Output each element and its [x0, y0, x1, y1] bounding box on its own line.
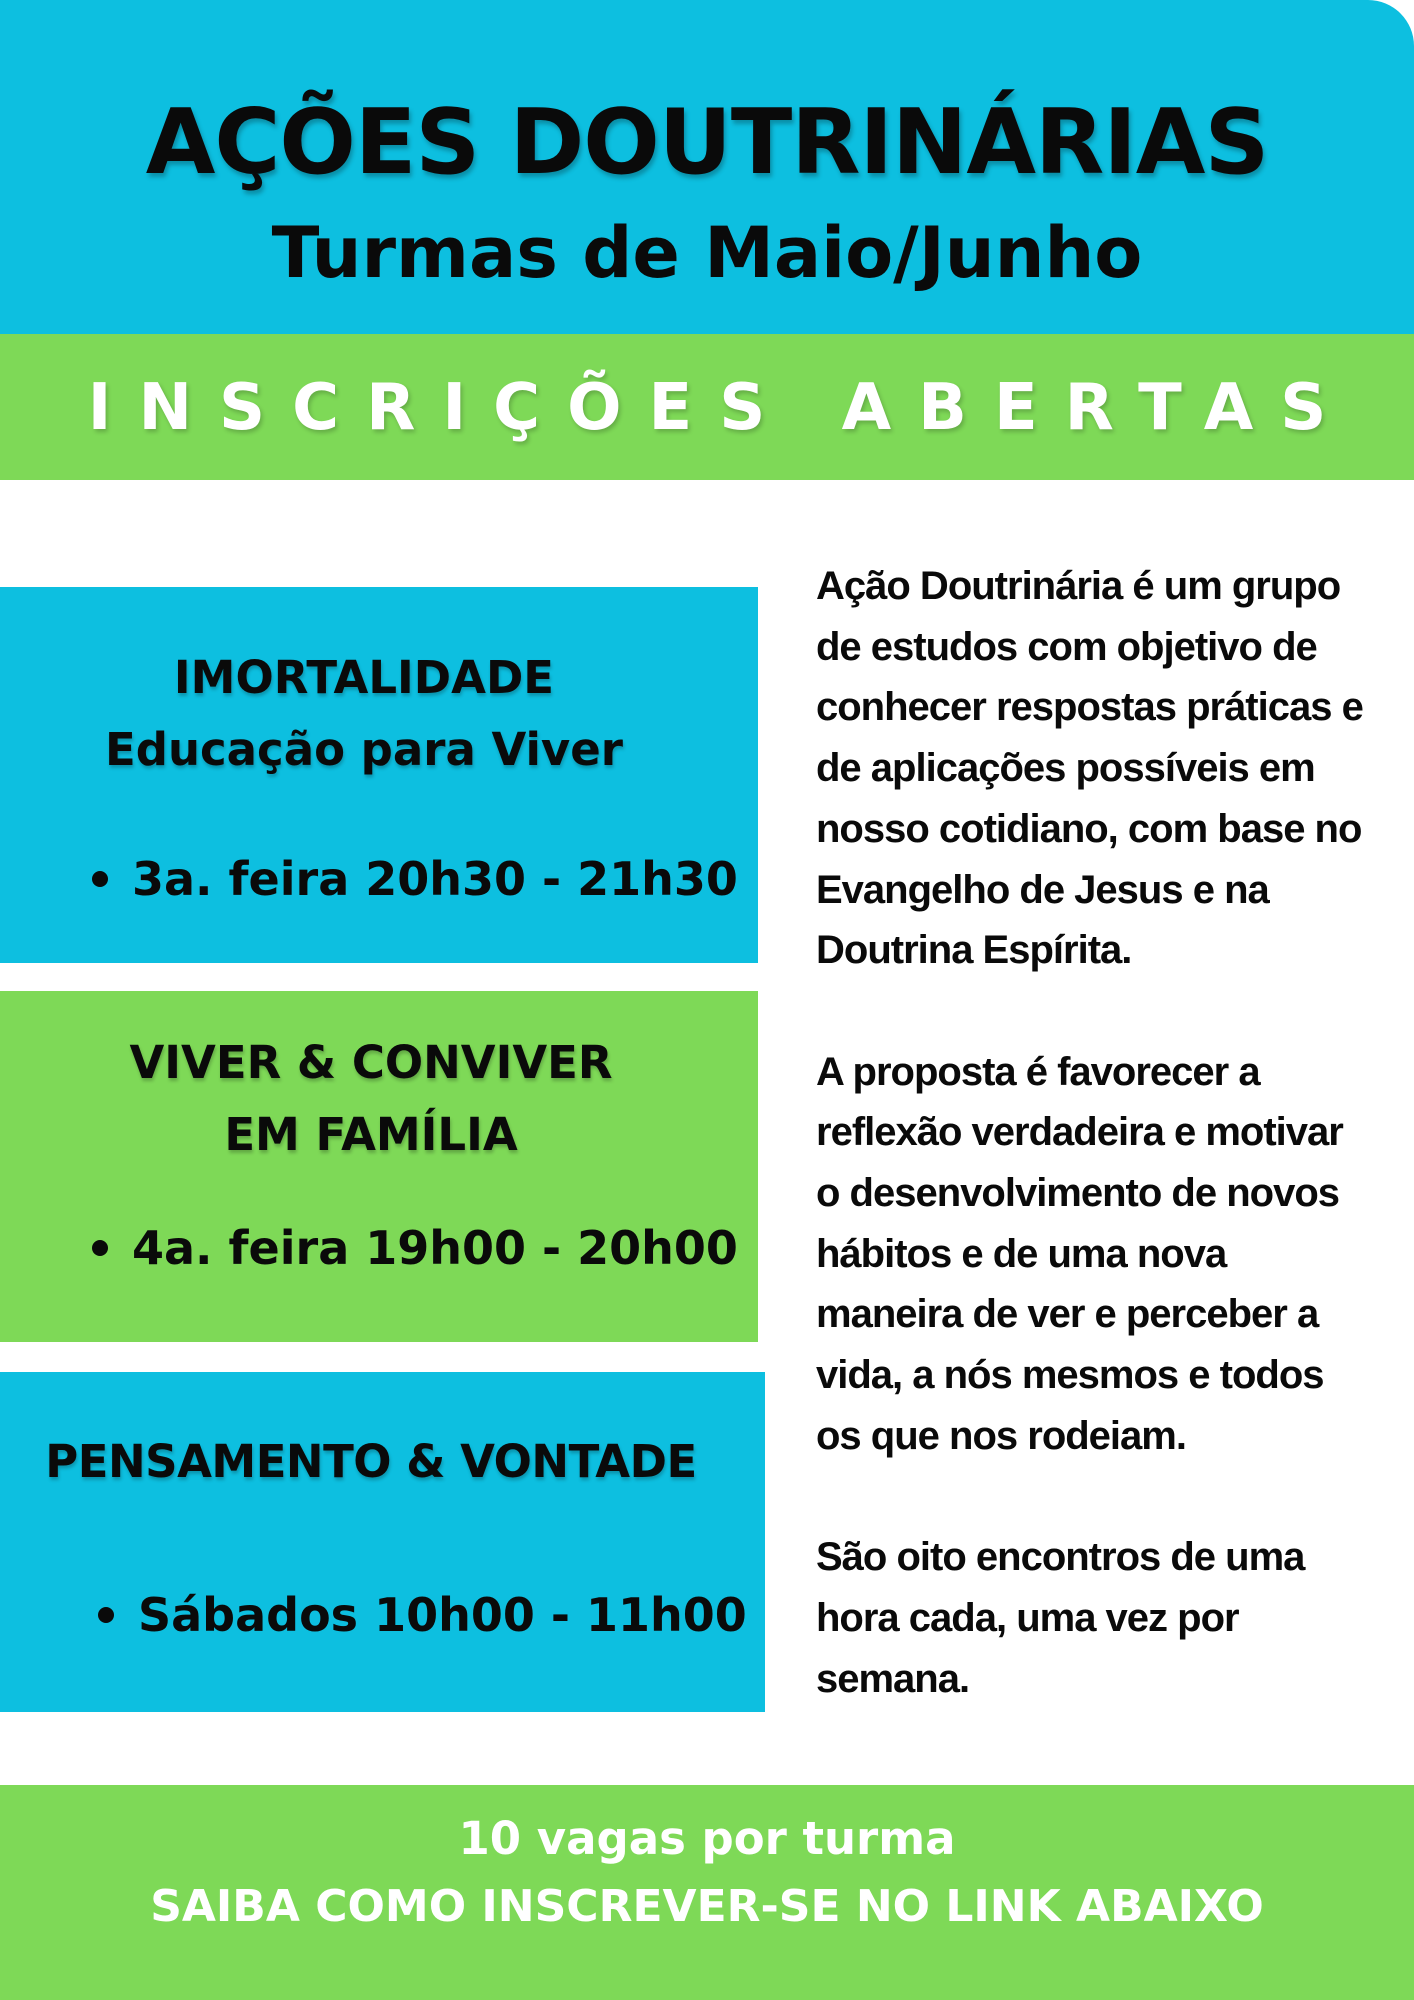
program-description — [816, 556, 1376, 1770]
description-paragraph: São oito encontros de uma hora cada, uma vez por semana. — [816, 1535, 1305, 1701]
course-title — [0, 642, 728, 786]
course-card-imortalidade — [0, 587, 758, 963]
course-title-line1: VIVER & CONVIVER — [129, 1036, 613, 1089]
course-schedule-text: 4a. feira 19h00 - 20h00 — [132, 1221, 738, 1275]
footer-vacancies: 10 vagas por turma — [458, 1812, 956, 1865]
course-title-line1: IMORTALIDADE — [173, 651, 555, 704]
course-title-line1: PENSAMENTO & VONTADE — [45, 1435, 697, 1488]
course-title-line2: Educação para Viver — [105, 723, 623, 776]
footer-section — [0, 1785, 1414, 2000]
page-subtitle: Turmas de Maio/Junho — [271, 212, 1143, 294]
course-title-line2: EM FAMÍLIA — [224, 1108, 518, 1161]
page-title: AÇÕES DOUTRINÁRIAS — [145, 90, 1269, 195]
course-card-viver-conviver — [0, 991, 758, 1342]
description-paragraph: A proposta é favorecer a reflexão verdadeira e motivar o desenvolvimento de novos hábitos e de uma nova maneira de ver e perceber a vida, a nós mesmos e todos os que nos rodeiam. — [816, 1049, 1343, 1458]
course-title — [0, 1426, 742, 1498]
course-card-pensamento-vontade — [0, 1372, 765, 1712]
course-schedule — [98, 1585, 747, 1645]
registration-banner-text: INSCRIÇÕES ABERTAS — [87, 371, 1354, 445]
course-title — [0, 1027, 742, 1171]
bullet-icon — [92, 1240, 108, 1256]
description-paragraph: Ação Doutrinária é um grupo de estudos com objetivo de conhecer respostas práticas e de aplicações possíveis em nosso cotidiano, com base no Evangelho de Jesus e na Doutrina Espírita. — [816, 564, 1363, 973]
course-schedule — [92, 849, 738, 909]
course-schedule-text: Sábados 10h00 - 11h00 — [138, 1588, 747, 1642]
course-schedule — [92, 1218, 738, 1278]
bullet-icon — [98, 1607, 114, 1623]
course-schedule-text: 3a. feira 20h30 - 21h30 — [132, 852, 738, 906]
bullet-icon — [92, 871, 108, 887]
footer-call-to-action: SAIBA COMO INSCREVER-SE NO LINK ABAIXO — [150, 1881, 1264, 1932]
